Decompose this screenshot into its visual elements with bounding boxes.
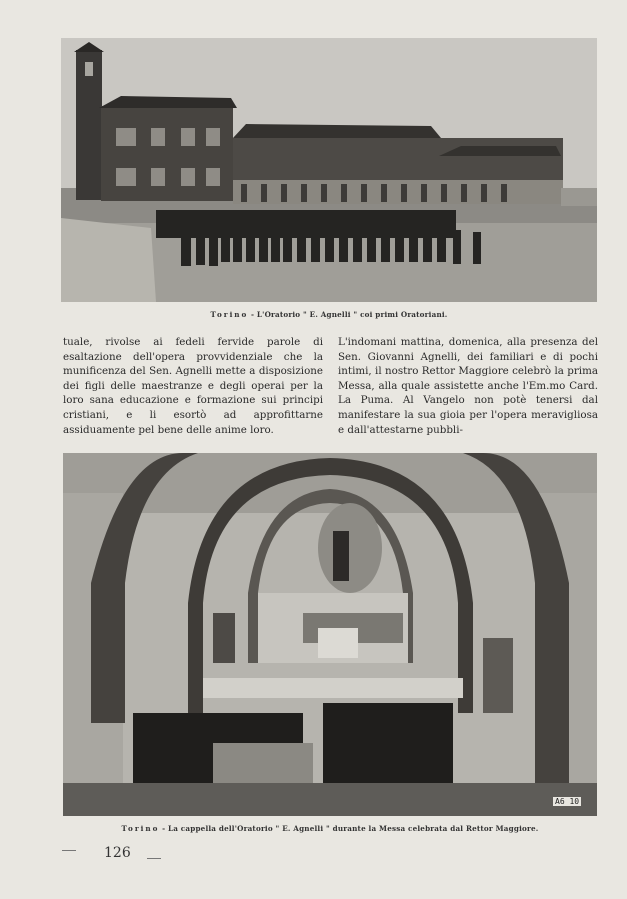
- caption-city: Torino: [121, 824, 160, 833]
- photo1-caption: [61, 310, 597, 319]
- chapel-interior-illustration: [63, 453, 597, 816]
- right-column-text: L'indomani mattina, domenica, alla presenza del Sen. Giovanni Agnelli, dei familiari e di pochi intimi, il nostro Rettor Maggiore celebrò la prima Messa, alla quale assistette anche l'Em.mo Card. La Puma. Al Vangelo non potè tenersi dal manifestare la sua gioia per l'opera meravigliosa e dall'attestarne pubbli-: [338, 336, 598, 436]
- left-column-text: tuale, rivolse ai fedeli fervide parole di esaltazione dell'opera provvidenziale che la munificenza del Sen. Agnelli mette a disposizione dei figli delle maestranze e degli operai per la loro sana educazione e formazione sui principi cristiani, e li esortò ad approfittarne assiduamente pel bene delle anime loro.: [63, 336, 323, 436]
- chapel-interior-photo: [63, 453, 597, 816]
- page-number: 126: [104, 845, 131, 861]
- oratorio-exterior-illustration: [61, 38, 597, 302]
- caption-text: - La cappella dell'Oratorio " E. Agnelli " durante la Messa celebrata dal Rettor Maggiore.: [162, 824, 539, 833]
- footer-dash-left: [62, 850, 76, 851]
- left-column: [63, 335, 323, 437]
- caption-city: Torino: [210, 310, 249, 319]
- right-column: [338, 335, 598, 437]
- oratorio-exterior-photo: [61, 38, 597, 302]
- photo2-caption: [63, 824, 597, 833]
- footer-dash-right: [147, 858, 161, 859]
- caption-text: - L'Oratorio " E. Agnelli " coi primi Oratoriani.: [251, 310, 448, 319]
- photo-stamp: A6 10: [555, 797, 580, 806]
